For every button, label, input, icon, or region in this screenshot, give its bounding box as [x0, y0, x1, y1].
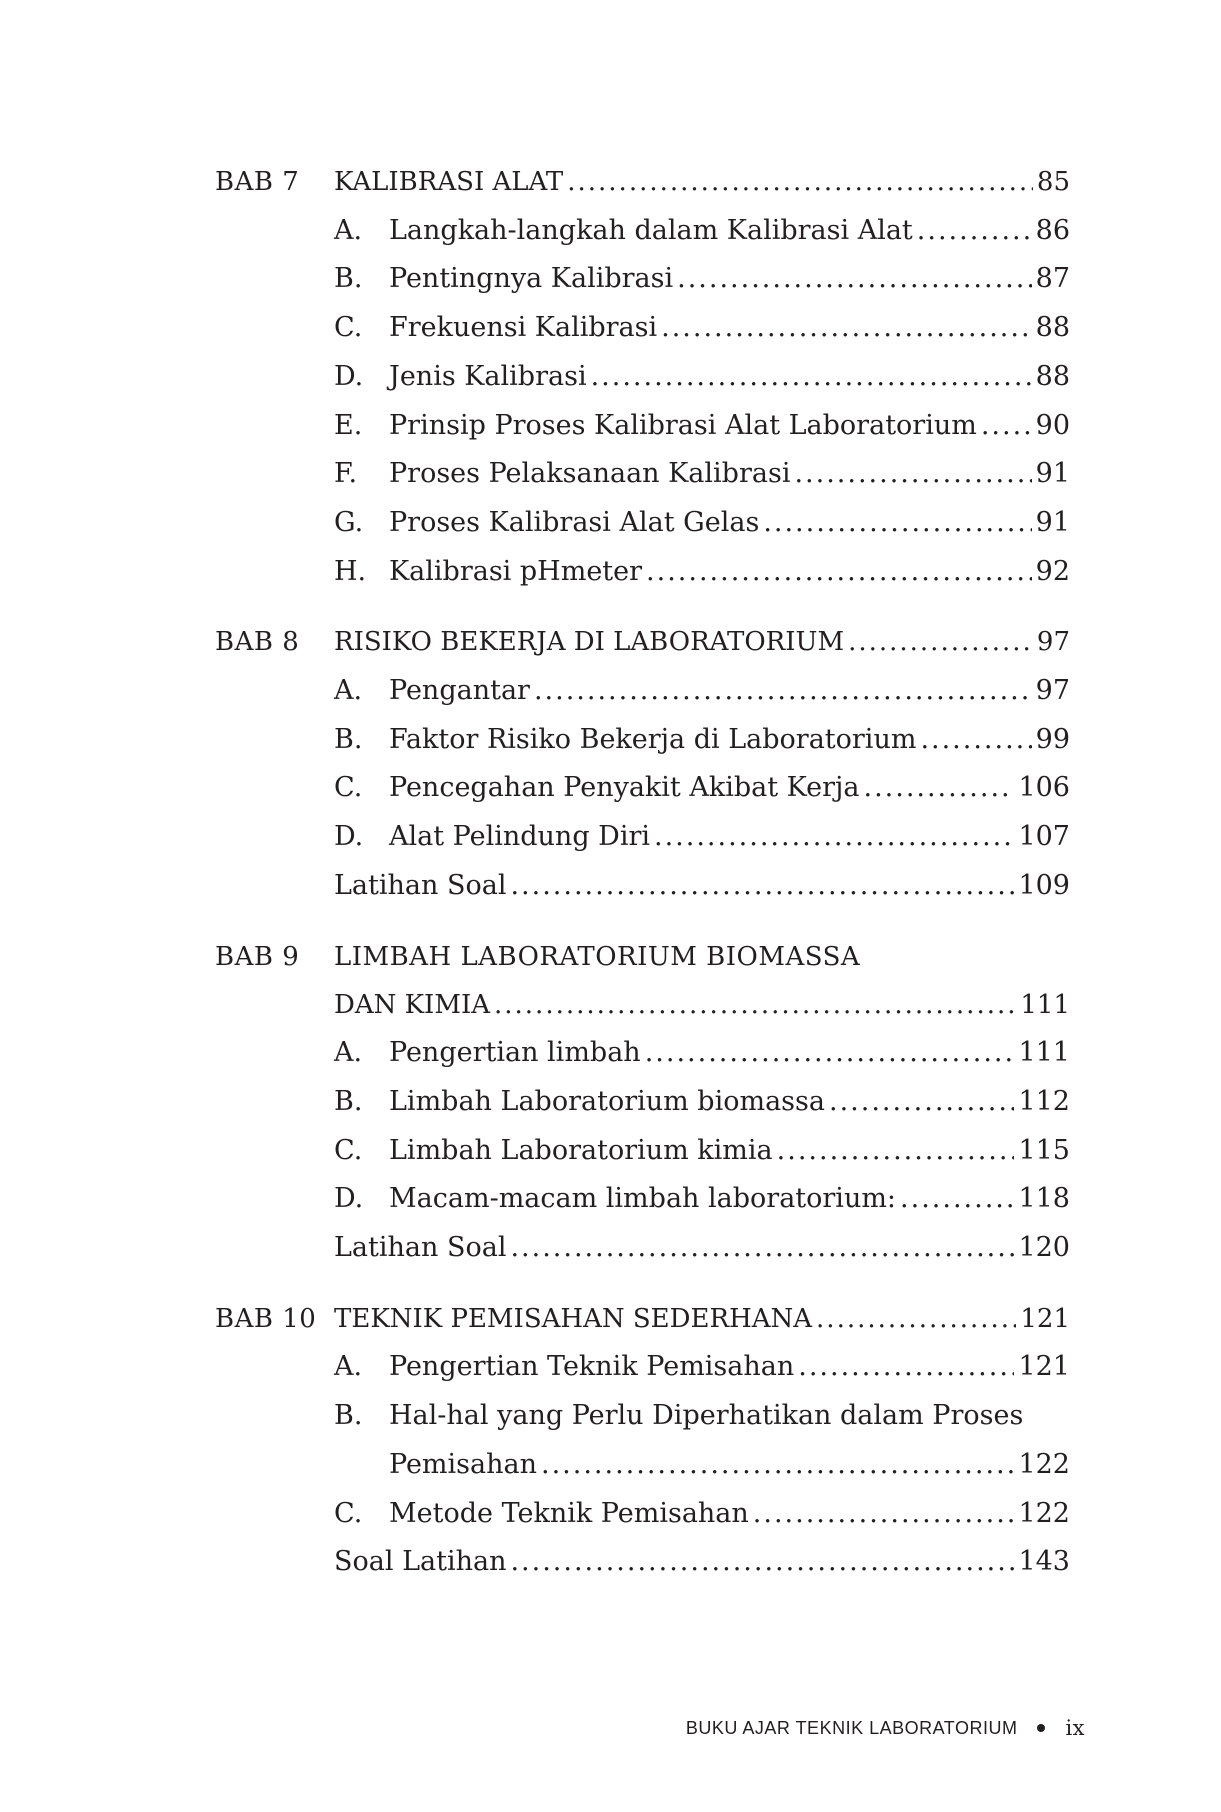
entry-text: Latihan Soal: [334, 869, 507, 901]
page-number: 107: [1018, 821, 1070, 853]
toc-entry[interactable]: [334, 255, 1070, 304]
page-number: 121: [1020, 1303, 1070, 1334]
chapter-number: BAB 10: [215, 1303, 317, 1334]
entry-letter: B.: [334, 1400, 363, 1432]
entry-text: Pentingnya Kalibrasi: [389, 263, 674, 295]
dot-leader: [510, 862, 1014, 911]
entry-text: Metode Teknik Pemisahan: [389, 1497, 749, 1529]
page-number: 109: [1018, 869, 1070, 901]
dot-leader: [645, 1029, 1015, 1078]
dot-leader: [567, 158, 1033, 207]
page-number: 86: [1035, 214, 1070, 246]
page-number: 91: [1035, 458, 1070, 490]
chapter-title-first-line: LIMBAH LABORATORIUM BIOMASSA: [334, 941, 861, 972]
page-number: 118: [1018, 1183, 1070, 1215]
entry-text: Pemisahan: [389, 1448, 537, 1480]
entry-text: Pengertian Teknik Pemisahan: [389, 1351, 795, 1383]
dot-leader: [541, 1441, 1014, 1490]
chapter-title: RISIKO BEKERJA DI LABORATORIUM: [334, 627, 845, 658]
dot-leader: [510, 1538, 1014, 1587]
dot-leader: [816, 1295, 1016, 1344]
dot-leader: [494, 981, 1016, 1030]
chapter-title-row[interactable]: [334, 618, 1070, 667]
page-number: 143: [1018, 1546, 1070, 1578]
toc-entry[interactable]: [334, 667, 1070, 716]
entry-letter: A.: [334, 214, 363, 246]
entry-letter: G.: [334, 506, 364, 538]
toc-entry-first-line[interactable]: [334, 1392, 1070, 1441]
page-footer: [686, 1716, 1085, 1740]
page-number: 122: [1018, 1497, 1070, 1529]
entry-letter: F.: [334, 458, 358, 490]
entry-letter: D.: [334, 360, 364, 392]
entry-text: Proses Pelaksanaan Kalibrasi: [389, 458, 791, 490]
entry-text: Pencegahan Penyakit Akibat Kerja: [389, 772, 860, 804]
page-number: 91: [1035, 506, 1070, 538]
dot-leader: [900, 1175, 1014, 1224]
dot-leader: [917, 207, 1032, 256]
chapter-7: [215, 158, 1070, 596]
chapter-10: [215, 1295, 1070, 1587]
table-of-contents: [215, 158, 1070, 1609]
toc-entry[interactable]: [334, 1078, 1070, 1127]
page-number: 122: [1018, 1448, 1070, 1480]
toc-entry[interactable]: [334, 1490, 1070, 1539]
toc-entry[interactable]: [334, 764, 1070, 813]
page-number: 111: [1018, 1037, 1070, 1069]
entry-letter: A.: [334, 675, 363, 707]
toc-entry[interactable]: [334, 353, 1070, 402]
entry-text: Limbah Laboratorium kimia: [389, 1134, 773, 1166]
page-number: 97: [1036, 627, 1070, 658]
entry-text: Prinsip Proses Kalibrasi Alat Laboratorium: [389, 409, 977, 441]
chapter-number: BAB 8: [215, 627, 300, 658]
toc-entry[interactable]: [334, 1343, 1070, 1392]
dot-leader: [777, 1127, 1015, 1176]
entry-text: Kalibrasi pHmeter: [389, 555, 643, 587]
chapter-title-row[interactable]: [334, 981, 1070, 1030]
entry-letter: C.: [334, 1134, 363, 1166]
toc-entry[interactable]: [334, 499, 1070, 548]
toc-entry[interactable]: [334, 548, 1070, 597]
entry-letter: C.: [334, 312, 363, 344]
entry-text: Proses Kalibrasi Alat Gelas: [389, 506, 760, 538]
entry-text: Soal Latihan: [334, 1546, 507, 1578]
dot-leader: [981, 402, 1032, 451]
toc-entry-closing[interactable]: [334, 862, 1070, 911]
dot-leader: [848, 618, 1033, 667]
dot-leader: [661, 304, 1032, 353]
chapter-number: BAB 9: [215, 941, 300, 972]
toc-entry[interactable]: [334, 402, 1070, 451]
entry-text: Jenis Kalibrasi: [389, 360, 587, 392]
entry-letter: D.: [334, 1183, 364, 1215]
entry-text: Hal-hal yang Perlu Diperhatikan dalam Proses: [389, 1400, 1024, 1432]
dot-leader: [863, 764, 1014, 813]
dot-leader: [794, 450, 1031, 499]
page-number: 88: [1035, 360, 1070, 392]
dot-leader: [654, 813, 1014, 862]
dot-leader: [763, 499, 1031, 548]
toc-entry[interactable]: [334, 1175, 1070, 1224]
entry-text: Alat Pelindung Diri: [389, 821, 651, 853]
running-title: BUKU AJAR TEKNIK LABORATORIUM: [685, 1717, 1018, 1738]
page-number: 97: [1035, 675, 1070, 707]
dot-leader: [534, 667, 1032, 716]
folio-page-number: ix: [1065, 1716, 1085, 1740]
entry-text: Macam-macam limbah laboratorium:: [389, 1183, 897, 1215]
entry-letter: A.: [334, 1037, 363, 1069]
entry-text: Pengertian limbah: [389, 1037, 641, 1069]
page-number: 92: [1035, 555, 1070, 587]
dot-leader: [510, 1224, 1014, 1273]
toc-entry[interactable]: [334, 450, 1070, 499]
page-number: 99: [1035, 723, 1070, 755]
chapter-title-row[interactable]: [334, 1295, 1070, 1344]
entry-text: Limbah Laboratorium biomassa: [389, 1085, 825, 1117]
toc-entry[interactable]: [334, 304, 1070, 353]
page-number: 88: [1035, 312, 1070, 344]
page-number: 87: [1035, 263, 1070, 295]
page-number: 121: [1018, 1351, 1070, 1383]
entry-text: Frekuensi Kalibrasi: [389, 312, 658, 344]
dot-leader: [677, 255, 1032, 304]
page-number: 106: [1018, 772, 1070, 804]
chapter-title-row[interactable]: [334, 158, 1070, 207]
entry-letter: H.: [334, 555, 367, 587]
page-number: 115: [1018, 1134, 1070, 1166]
page-number: 85: [1036, 167, 1070, 197]
chapter-9: [215, 933, 1070, 1273]
entry-letter: D.: [334, 821, 364, 853]
chapter-title: DAN KIMIA: [334, 989, 490, 1020]
chapter-8: [215, 618, 1070, 910]
toc-entry[interactable]: [334, 1127, 1070, 1176]
chapter-number: BAB 7: [215, 167, 300, 197]
page-number: 90: [1035, 409, 1070, 441]
page-number: 111: [1020, 989, 1070, 1020]
entry-letter: A.: [334, 1351, 363, 1383]
toc-entry[interactable]: [334, 1441, 1070, 1490]
dot-leader: [829, 1078, 1014, 1127]
entry-letter: B.: [334, 1085, 363, 1117]
dot-leader: [591, 353, 1032, 402]
chapter-title: KALIBRASI ALAT: [334, 167, 564, 197]
dot-leader: [798, 1343, 1014, 1392]
toc-entry[interactable]: [334, 207, 1070, 256]
entry-letter: C.: [334, 772, 363, 804]
entry-text: Latihan Soal: [334, 1232, 507, 1264]
entry-letter: E.: [334, 409, 363, 441]
toc-entry-closing[interactable]: [334, 1224, 1070, 1273]
bullet-icon: [1037, 1724, 1045, 1732]
toc-entry-closing[interactable]: [334, 1538, 1070, 1587]
toc-entry[interactable]: [334, 1029, 1070, 1078]
toc-entry[interactable]: [334, 813, 1070, 862]
entry-letter: B.: [334, 723, 363, 755]
page-number: 120: [1018, 1232, 1070, 1264]
entry-letter: C.: [334, 1497, 363, 1529]
entry-text: Faktor Risiko Bekerja di Laboratorium: [389, 723, 917, 755]
page-number: 112: [1018, 1085, 1070, 1117]
entry-letter: B.: [334, 263, 363, 295]
entry-text: Pengantar: [389, 675, 530, 707]
chapter-title: TEKNIK PEMISAHAN SEDERHANA: [334, 1303, 813, 1334]
dot-leader: [920, 716, 1031, 765]
dot-leader: [646, 548, 1032, 597]
toc-entry[interactable]: [334, 716, 1070, 765]
dot-leader: [753, 1490, 1015, 1539]
entry-text: Langkah-langkah dalam Kalibrasi Alat: [389, 214, 913, 246]
